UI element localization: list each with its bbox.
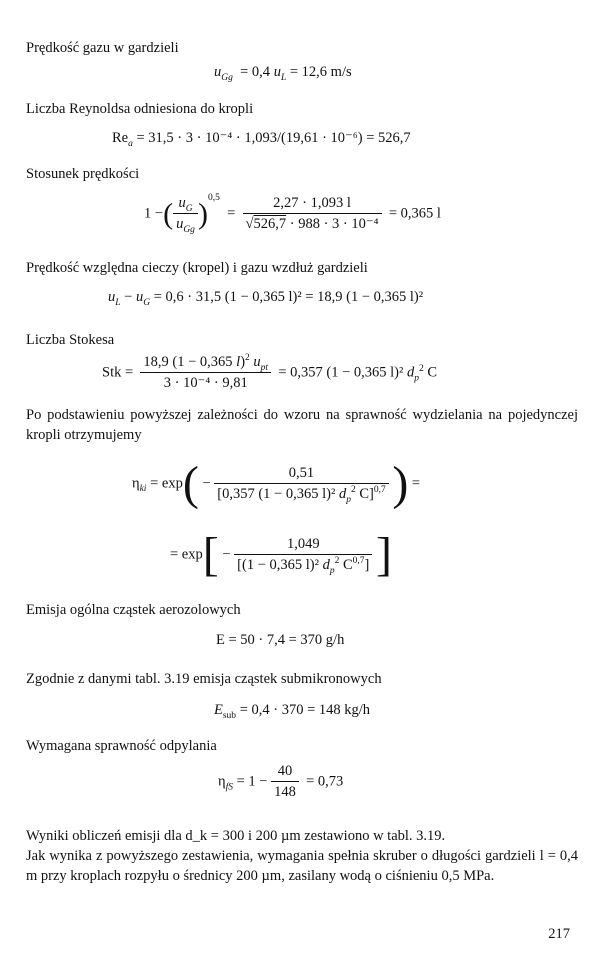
equation-stokes: Stk = $\frac{18,9 (1 - 0,365 l)^2 u_{pt}}{\text{3 · 10⁻⁴ · 9,81}}$ = 0,357 (1 − 0,365 l)² $d_p^2$ C	[102, 353, 437, 392]
text-p6: Po podstawieniu powyższej zależności do wzoru na sprawność wydzielania na pojedynczej kropli otrzymujemy	[26, 407, 578, 443]
equation-efficiency-2: = exp[ − $\frac{1,049}{[(1 - 0,365 l)^2 d_p^2 C^{0,7}]}$ ]	[170, 528, 392, 581]
eq10-denominator: 148	[274, 784, 296, 801]
eq9-body: = 0,4 · 370 = 148 kg/h	[239, 702, 371, 718]
eq1-value: = 12,6 m/s	[289, 64, 352, 80]
eq5-value: = 0,357 (1 − 0,365 l)²	[278, 364, 404, 381]
eq6-numerator: 0,51	[214, 465, 388, 484]
text-p1: Prędkość gazu w gardzieli	[26, 40, 179, 56]
equation-gas-velocity: $u_{Gg} = 0,4$ $u_L = 12,6$ m/s	[214, 64, 352, 83]
eq3-numerator: 2,27 · 1,093 l	[243, 195, 382, 214]
text-p3: Stosunek prędkości	[26, 166, 140, 182]
eq4-body: = 0,6 · 31,5 (1 − 0,365 l)² = 18,9 (1 − 0,365 l)²	[153, 289, 424, 305]
eq1-rhs: = 0,4	[240, 64, 271, 80]
eq3-denominator: 988 · 3 · 10⁻⁴	[298, 216, 379, 233]
page-number: 217	[548, 926, 570, 942]
equation-relative-velocity: $u_L - u_G = 0,6 \cdot 31,5$ (1 − 0,365 l)² = 18,9 (1 − 0,365 l)²	[108, 289, 424, 308]
eq3-value: = 0,365 l	[388, 205, 441, 222]
text-p2: Liczba Reynoldsa odniesiona do kropli	[26, 101, 254, 117]
text-p4: Prędkość względna cieczy (kropel) i gazu wzdłuż gardzieli	[26, 260, 368, 276]
eq10-numerator: 40	[271, 763, 299, 782]
text-p10: Wyniki obliczeń emisji dla d_k = 300 i 200 µm zestawiono w tabl. 3.19.	[26, 828, 446, 844]
text-p5: Liczba Stokesa	[26, 332, 115, 348]
text-p8: Zgodnie z danymi tabl. 3.19 emisja cząstek submikronowych	[26, 671, 382, 687]
equation-submicron-emission: $E_{sub} = 0,4 \cdot 370 = 148$ kg/h	[214, 702, 371, 721]
eq5-denominator: 3 · 10⁻⁴ · 9,81	[163, 375, 248, 392]
equation-velocity-ratio: 1 −( $\frac{u_G}{u_{Gg}}$ )$^{0,5}$ = $\frac{2,27 \cdot 1,093 l}{\text{√526,7 · 988 · 3 · 10⁻⁴}}$ = 0,365 l	[144, 192, 441, 236]
equation-required-efficiency: $\eta_{fS} = 1$ − $\frac{40}{148}$ = 0,73	[218, 763, 344, 801]
text-p9: Wymagana sprawność odpylania	[26, 738, 217, 754]
equation-total-emission: E = 50 · 7,4 = 370 g/h	[216, 632, 345, 648]
eq7-numerator: 1,049	[234, 536, 372, 555]
eq2-body: = 31,5 · 3 · 10⁻⁴ · 1,093/(19,61 · 10⁻⁶) = 526,7	[136, 130, 411, 146]
text-p7: Emisja ogólna cząstek aerozolowych	[26, 602, 241, 618]
equation-reynolds: $Re_a = 31,5 \cdot 3 \cdot 10^{-4} \cdot 1,093/(19,61 \cdot 10^{-6}) = 526,7$	[112, 130, 411, 149]
eq6-denominator: 0,357 (1 − 0,365 l)²	[222, 486, 336, 502]
eq7-denominator: (1 − 0,365 l)²	[242, 557, 319, 573]
text-p11: Jak wynika z powyższego zestawienia, wymagania spełnia skruber o długości gardzieli l = 0,4 m przy kroplach rozpyłu o średnicy 200 µm, zasilany wodą o ciśnieniu 0,5 MPa.	[26, 848, 578, 884]
equation-efficiency-1: $\eta_{ki} = \exp$( − $\frac{0,51}{[0,357 (1 - 0,365 l)^2 d_p^2 C]^{0,7}}$ ) =	[132, 457, 421, 510]
eq10-value: = 0,73	[306, 773, 344, 790]
